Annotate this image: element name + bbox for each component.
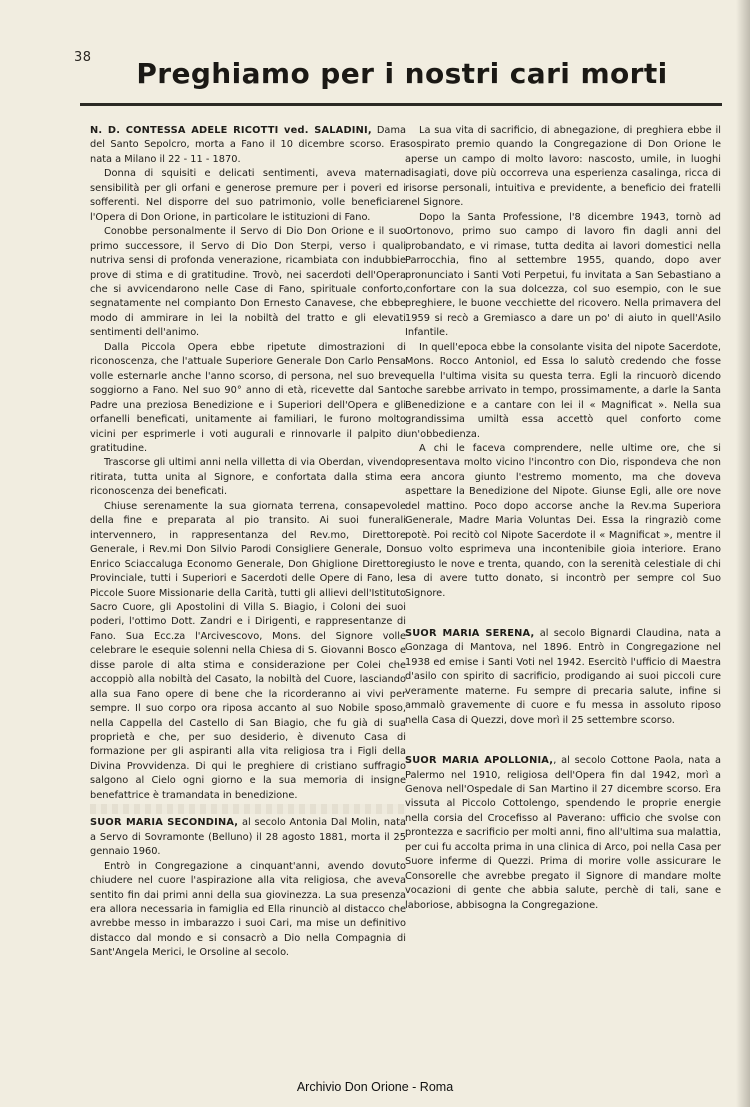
archive-footer: Archivio Don Orione - Roma <box>296 1080 454 1094</box>
entry-ricotti-para-1: Donna di squisiti e delicati sentimenti, aveva materna sensibilità per gli orfani e generose premure per i poveri ed i sofferenti. Nel disporre del suo patrimonio, volle beneficiare l'Opera di Don Orione, in particolare le istituzioni di Fano. <box>90 168 406 223</box>
entry-secondina-head <box>90 816 406 859</box>
right-column <box>405 124 721 913</box>
entry-secondina-para-1: Entrò in Congregazione a cinquant'anni, avendo dovuto chiudere nel cuore l'aspirazione alla vita religiosa, che aveva sentito fin dai primi anni della sua giovinezza. La sua presenza era allora necessaria in famiglia ed Ella rinunciò al distacco che avrebbe messo in imbarazzo i suoi Cari, ma mise un definitivo distacco dal mondo e si consacrò a Dio nella Compagnia di Sant'Angela Merici, le Orsoline al secolo. <box>90 860 406 959</box>
entry-ricotti-head <box>90 124 406 167</box>
entry-ricotti-para-3: Dalla Piccola Opera ebbe ripetute dimostrazioni di riconoscenza, che l'attuale Superiore Generale Don Carlo Pensa volle esternarle anche l'anno scorso, di persona, nel suo breve soggiorno a Fano. Nel suo 90° anno di età, ricevette dal Santo Padre una preziosa Benedizione e i Superiori dell'Opera e gli orfanelli beneficati, unitamente ai familiari, le furono molto vicini per esprimerle i voti augurali e rinnovarle il palpito di gratitudine. <box>90 341 406 454</box>
entry-secondina-para-3: Dopo la Santa Professione, l'8 dicembre 1943, tornò ad Ortonovo, primo suo campo di lavoro fin dagli anni del probandato, e vi rimase, tutta dedita ai lavori domestici nella Parrocchia, fino al settembre 1955, quando, dopo aver pronunciato i Santi Voti Perpetui, fu invitata a San Sebastiano a confortare con la sua dolcezza, col suo esempio, con le sue preghiere, le buone vecchiette del ricovero. Nella primavera del 1959 si recò a Gremiasco a dare un po' di aiuto in quell'Asilo Infantile. <box>405 211 721 339</box>
page-number: 38 <box>74 50 92 65</box>
entry-ricotti-para-5: Chiuse serenamente la sua giornata terrena, consapevole della fine e preparata al pio transito. Ai suoi funerali intervennero, in rappresentanza del Rev.mo, Direttore Generale, i Rev.mi Don Silvio Parodi Consigliere Generale, Don Enrico Sciaccaluga Economo Generale, Don Ghiglione Direttore Provinciale, tutti i Superiori e Sacerdoti delle Opere di Fano, le Piccole Suore Missionarie della Carità, tutti gli allievi dell'Istituto Sacro Cuore, gli Apostolini di Villa S. Biagio, i Coloni dei suoi poderi, l'ottimo Dott. Zandri e i Dirigenti, e rappresentanze di Fano. Sua Ecc.za l'Arcivescovo, Mons. del Signore volle celebrare le esequie solenni nella Chiesa di S. Giovanni Bosco e disse parole di alta stima e considerazione per Colei che accoppiò alla nobiltà del Casato, la nobiltà del Cuore, lasciando alla sua Fano opere di bene che la ricorderanno ai vivi per sempre. Il suo corpo ora riposa accanto al suo Nobile sposo, nella Cappella del Castello di San Biagio, che fu già di sua proprietà e che, per suo desiderio, è divenuto Casa di formazione per gli aspiranti alla vita religiosa tra i Figli della Divina Provvidenza. Di qui le preghiere di cristiano suffragio salgono al Cielo ogni giorno e la sua memoria di insigne benefattrice è tramandata in benedizione. <box>90 500 406 801</box>
faded-print-band <box>90 804 406 814</box>
entry-secondina-para-4: In quell'epoca ebbe la consolante visita del nipote Sacerdote, Mons. Rocco Antoniol, ed Essa lo salutò credendo che fosse quella l'ultima visita su questa terra. Egli la rincuorò dicendo che sarebbe arrivato in tempo, prossimamente, a darle la Santa Benedizione e a cantare con lei il « Magnificat ». Nella sua grandissima umiltà essa accettò quel conforto come un'obbedienza. <box>405 341 721 440</box>
scan-edge-shadow <box>736 0 750 1107</box>
entry-ricotti-name: N. D. CONTESSA ADELE RICOTTI ved. SALADINI, <box>90 125 372 136</box>
entry-apollonia-name: SUOR MARIA APOLLONIA, <box>405 755 554 767</box>
entry-apollonia-text: , al secolo Cottone Paola, nata a Palermo nel 1910, religiosa dell'Opera fin dal 1942, morì a Genova nell'Ospedale di San Martino il 27 dicembre scorso. Era vissuta al Piccolo Cottolengo, spendendo le proprie energie nella corsia del Crocefisso al Paverano: ufficio che svolse con prontezza e sacrificio per molti anni, fino all'ultima sua malattia, per cui fu accolta prima in una clinica di Arco, poi nella Casa per Suore inferme di Quezzi. Prima di morire volle assicurare le Consorelle che avrebbe pregato il Signore di mandare molte vocazioni di gente che abbia salute, perchè di tali, sane e laboriose, abbisogna la Congregazione. <box>405 755 721 911</box>
entry-serena-text: al secolo Bignardi Claudina, nata a Gonzaga di Mantova, nel 1896. Entrò in Congregazione nel 1938 ed emise i Santi Voti nel 1942. Esercitò l'ufficio di Maestra d'asilo con spirito di sacrificio, prodigando ai suoi piccoli cure veramente materne. Fu sempre di precaria salute, infine si ammalò gravemente di cuore e fu messa in assoluto riposo nella Casa di Quezzi, dove morì il 25 settembre scorso. <box>405 627 721 726</box>
entry-separator <box>405 601 721 627</box>
left-column <box>90 124 406 961</box>
entry-secondina-intro: al secolo Antonia Dal Molin, nata a Servo di Sovramonte (Belluno) il 28 agosto 1881, morta il 25 gennaio 1960. <box>90 817 406 858</box>
entry-ricotti-para-4: Trascorse gli ultimi anni nella villetta di via Oberdan, vivendo ritirata, tutta unita al Signore, e confortata dalla stima e riconoscenza dei beneficati. <box>90 457 406 498</box>
entry-serena-head <box>405 627 721 728</box>
entry-apollonia-head <box>405 754 721 913</box>
entry-separator <box>405 728 721 754</box>
entry-serena-name: SUOR MARIA SERENA, <box>405 627 535 639</box>
entry-secondina-name: SUOR MARIA SECONDINA, <box>90 817 239 829</box>
entry-secondina-para-2: La sua vita di sacrificio, di abnegazione, di preghiera ebbe il sospirato premio quando la Congregazione di Don Orione le aperse un campo di molto lavoro: nascosto, umile, in luoghi disagiati, dove più occorreva una esperienza casalinga, ricca di risorse personali, intuitiva e previdente, a beneficio dei fratelli nel Signore. <box>405 125 721 209</box>
entry-secondina-para-5: A chi le faceva comprendere, nelle ultime ore, che si presentava molto vicino l'incontro con Dio, rispondeva che non era ancora giunto l'estremo momento, ma che doveva aspettare la Benedizione del Nipote. Giunse Egli, alle ore nove del mattino. Poco dopo accorse anche la Rev.ma Superiora Generale, Madre Maria Voluntas Dei. Essa la ringraziò come potè. Poi recitò col Nipote Sacerdote il « Magnificat », mentre il suo volto esprimeva una incontenibile gioia interiore. Erano giusto le nove e trenta, quando, con la serenità celestiale di chi sa di avere tutto donato, si incontrò per sempre col Suo Signore. <box>405 442 721 599</box>
title-rule <box>80 103 722 106</box>
page-title: Preghiamo per i nostri cari morti <box>136 57 668 90</box>
entry-ricotti-para-2: Conobbe personalmente il Servo di Dio Don Orione e il suo primo successore, il Servo di Dio Don Sterpi, verso i quali nutriva sensi di profonda venerazione, ricambiata con indubbie prove di stima e di gratitudine. Trovò, nei sacerdoti dell'Opera che si avvicendarono nelle Case di Fano, spirituale conforto, segnatamente nel compianto Don Ernesto Canavese, che ebbe modo di ammirare in lei la nobiltà del tratto e gli elevati sentimenti dell'animo. <box>90 226 406 339</box>
entry-ricotti-intro: Dama del Santo Sepolcro, morta a Fano il 10 dicembre scorso. Era nata a Milano il 22 - 11 - 1870. <box>90 125 406 165</box>
